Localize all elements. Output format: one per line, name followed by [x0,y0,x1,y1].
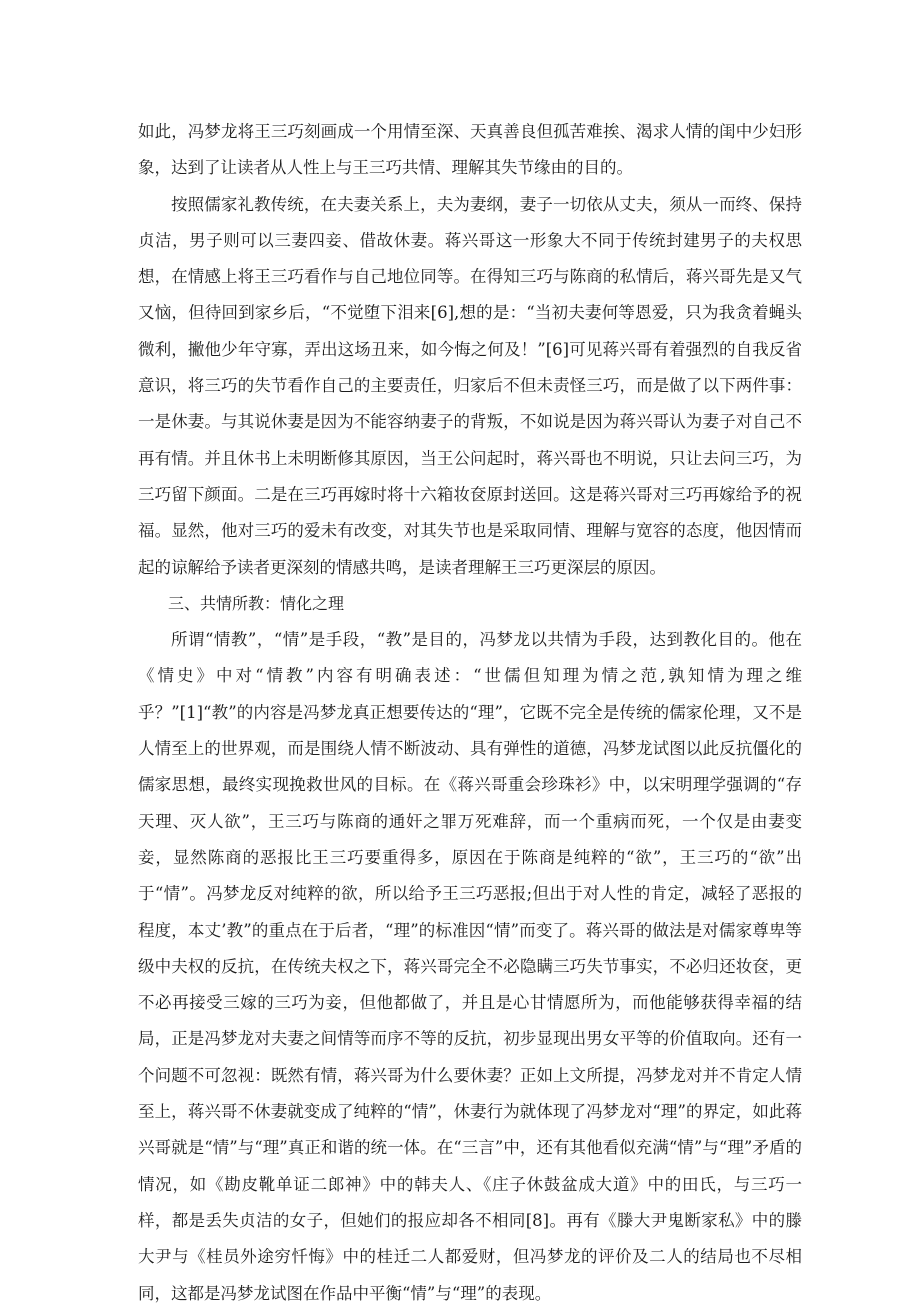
paragraph-jiang-xingge: 按照儒家礼教传统，在夫妻关系上，夫为妻纲，妻子一切依从丈夫，须从一而终、保持贞洁，男子则可以三妻四妾、借故休妻。蒋兴哥这一形象大不同于传统封建男子的夫权思想，在情感上将王三巧看作与自己地位同等。在得知三巧与陈商的私情后，蒋兴哥先是又气又恼，但待回到家乡后，“不觉堕下泪来[6],想的是：“当初夫妻何等恩爱，只为我贪着蝇头微利，撇他少年守寡，弄出这场丑来，如今悔之何及！”[6]可见蒋兴哥有着强烈的自我反省意识，将三巧的失节看作自己的主要责任，归家后不但未责怪三巧，而是做了以下两件事：一是休妻。与其说休妻是因为不能容纳妻子的背叛，不如说是因为蒋兴哥认为妻子对自己不再有情。并且休书上未明断修其原因，当王公问起时，蒋兴哥也不明说，只让去问三巧，为三巧留下颜面。二是在三巧再嫁时将十六箱妆奁原封送回。这是蒋兴哥对三巧再嫁给予的祝福。显然，他对三巧的爱未有改变，对其失节也是采取同情、理解与宽容的态度，他因情而起的谅解给予读者更深刻的情感共鸣，是读者理解王三巧更深层的原因。 [138,194,802,577]
document-body [138,114,802,1312]
paragraph-qing-jiao: 所谓“情教”，“情”是手段，“教”是目的，冯梦龙以共情为手段，达到教化目的。他在《情史》中对“情教”内容有明确表述：“世儒但知理为情之范,孰知情为理之维乎？”[1]“教”的内容是冯梦龙真正想要传达的“理”，它既不完全是传统的儒家伦理，又不是人情至上的世界观，而是围绕人情不断波动、具有弹性的道德，冯梦龙试图以此反抗僵化的儒家思想，最终实现挽救世风的目标。在《蒋兴哥重会珍珠衫》中，以宋明理学强调的“存天理、灭人欲”，王三巧与陈商的通奸之罪万死难辞，而一个重病而死，一个仅是由妻变妾，显然陈商的恶报比王三巧要重得多，原因在于陈商是纯粹的“欲”，王三巧的“欲”出于“情”。冯梦龙反对纯粹的欲，所以给予王三巧恶报;但出于对人性的肯定，减轻了恶报的程度，本丈’教”的重点在于后者，“理”的标准因“情”而变了。蒋兴哥的做法是对儒家尊卑等级中夫权的反抗，在传统夫权之下，蒋兴哥完全不必隐瞒三巧失节事实，不必归还妆奁，更不必再接受三嫁的三巧为妾，但他都做了，并且是心甘情愿所为，而他能够获得幸福的结局，正是冯梦龙对夫妻之间情等而序不等的反抗，初步显现出男女平等的价值取向。还有一个问题不可忽视：既然有情，蒋兴哥为什么要休妻？正如上文所提，冯梦龙对并不肯定人情至上，蒋兴哥不休妻就变成了纯粹的“情”，休妻行为就体现了冯梦龙对“理”的界定，如此蒋兴哥就是“情”与“理”真正和谐的统一体。在“三言”中，还有其他看似充满“情”与“理”矛盾的情况，如《勘皮靴单证二郎神》中的韩夫人、《庄子休鼓盆成大道》中的田氏，与三巧一样，都是丢失贞洁的女子，但她们的报应却各不相同[8]。再有《滕大尹鬼断家私》中的滕大尹与《桂员外途穷忏悔》中的桂迁二人都爱财，但冯梦龙的评价及二人的结局也不尽相同，这都是冯梦龙试图在作品中平衡“情”与“理”的表现。 [138,630,802,1303]
paragraph-continuation: 如此，冯梦龙将王三巧刻画成一个用情至深、天真善良但孤苦难挨、渴求人情的闺中少妇形象，达到了让读者从人性上与王三巧共情、理解其失节缘由的目的。 [138,122,802,178]
section-heading: 三、共情所教：情化之理 [168,593,345,613]
